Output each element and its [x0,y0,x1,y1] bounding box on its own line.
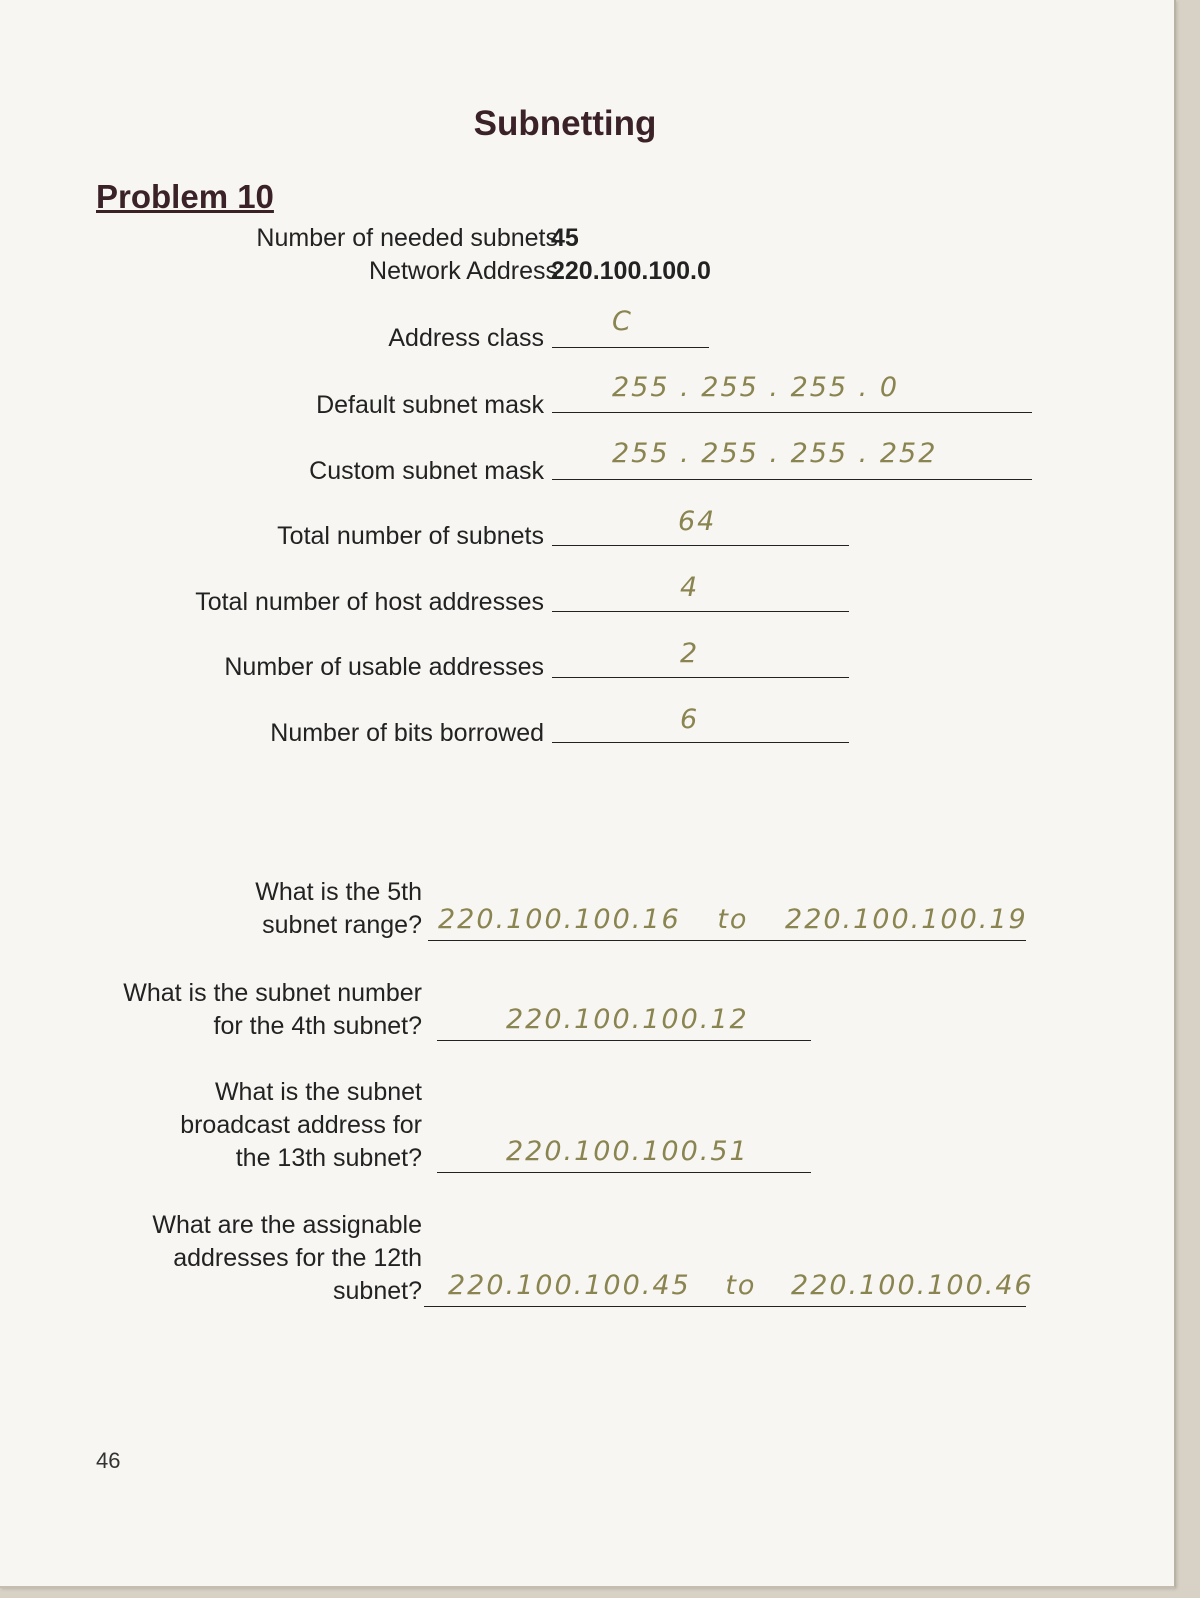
problem-heading: Problem 10 [96,178,274,215]
default-mask-label: Default subnet mask [316,391,544,419]
total-subnets-answer[interactable]: 64 [678,506,717,537]
q4-answer-line [424,1306,1026,1307]
question-line: What is the subnet [214,1078,422,1106]
question-line: addresses for the 12th [173,1244,422,1272]
address-class-answer[interactable]: C [612,306,633,337]
custom-mask-line [552,479,1032,480]
q1-answer-line [428,940,1026,941]
q4-answer-start: 220.100.100.45 [448,1270,691,1301]
q4-answer[interactable] [448,1270,1034,1301]
q3-answer-line [437,1172,811,1173]
total-subnets-line [552,545,849,546]
question-12th-assignable [152,1209,422,1308]
q3-answer[interactable]: 220.100.100.51 [506,1136,749,1167]
network-address-value: 220.100.100.0 [551,257,711,285]
q1-answer-connector: to [717,904,749,935]
q2-answer[interactable]: 220.100.100.12 [506,1004,749,1035]
q2-answer-line [437,1040,811,1041]
bits-borrowed-line [552,742,849,743]
needed-subnets-label: Number of needed subnets [256,224,558,252]
default-mask-answer[interactable]: 255 . 255 . 255 . 0 [612,372,900,403]
q1-answer[interactable] [438,904,1028,935]
question-line: subnet range? [262,911,422,939]
question-line: broadcast address for [180,1111,422,1139]
question-5th-subnet-range [255,876,422,942]
question-line: What is the 5th [255,878,422,906]
custom-mask-answer[interactable]: 255 . 255 . 255 . 252 [612,438,938,469]
custom-mask-label: Custom subnet mask [309,457,544,485]
question-line: subnet? [333,1277,422,1305]
page-title: Subnetting [473,104,657,143]
question-4th-subnet-number [123,977,422,1043]
address-class-line [552,347,709,348]
usable-addresses-answer[interactable]: 2 [680,638,700,669]
bits-borrowed-label: Number of bits borrowed [270,719,544,747]
page-number: 46 [96,1448,121,1473]
address-class-label: Address class [388,324,544,352]
q4-answer-connector: to [725,1270,757,1301]
bits-borrowed-answer[interactable]: 6 [680,704,700,735]
question-line: for the 4th subnet? [213,1012,422,1040]
q1-answer-start: 220.100.100.16 [438,904,681,935]
total-hosts-line [552,611,849,612]
needed-subnets-row [256,224,558,253]
total-hosts-answer[interactable]: 4 [680,572,700,603]
question-13th-broadcast [180,1076,422,1175]
total-subnets-label: Total number of subnets [277,522,544,550]
q4-answer-end: 220.100.100.46 [791,1270,1034,1301]
needed-subnets-value: 45 [551,224,579,252]
network-address-label: Network Address [369,257,558,285]
q1-answer-end: 220.100.100.19 [785,904,1028,935]
usable-addresses-label: Number of usable addresses [224,653,544,681]
question-line: the 13th subnet? [235,1144,422,1172]
total-hosts-label: Total number of host addresses [195,588,544,616]
question-line: What are the assignable [152,1211,422,1239]
question-line: What is the subnet number [123,979,422,1007]
usable-addresses-line [552,677,849,678]
default-mask-line [552,412,1032,413]
